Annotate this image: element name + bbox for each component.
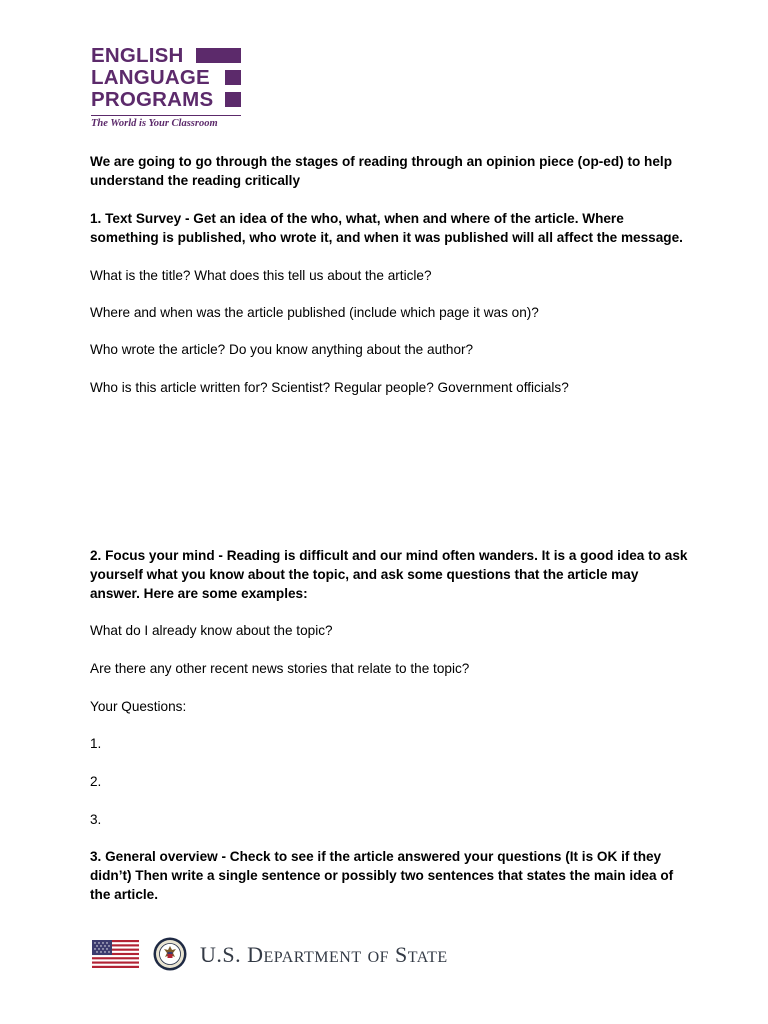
section-2-question-2: Are there any other recent news stories that relate to the topic? [90,661,470,676]
logo-line-2: LANGUAGE [91,66,210,89]
intro-text: We are going to go through the stages of reading through an opinion piece (op-ed) to help understand the reading critically [90,154,672,188]
section-1-heading: 1. Text Survey - Get an idea of the who, what, when and where of the article. Where something is published, who wrote it, and when it was published will all affect the message. [90,211,683,245]
department-of-state-wordmark [200,942,448,971]
logo-bar-2 [225,70,241,85]
section-1-question-4: Who is this article written for? Scientist? Regular people? Government officials? [90,380,569,395]
dept-of: OF [367,949,390,966]
logo-bar-1 [196,48,241,63]
your-question-3: 3. [90,812,102,827]
section-1-question-3: Who wrote the article? Do you know anything about the author? [90,342,474,357]
state-department-seal-icon [153,937,187,971]
your-question-1: 1. [90,736,102,751]
logo-line-3: PROGRAMS [91,88,214,111]
logo-rule [91,115,241,116]
english-language-programs-logo [91,45,251,133]
section-2-question-1: What do I already know about the topic? [90,623,333,638]
logo-line-1: ENGLISH [91,44,184,67]
your-questions-label: Your Questions: [90,699,187,714]
logo-bar-3 [225,92,241,107]
state-department-footer [92,936,492,976]
section-2-heading: 2. Focus your mind - Reading is difficult and our mind often wanders. It is a good idea to ask yourself what you know about the topic, and ask some questions that the article may answer. Here are some examples: [90,548,688,601]
section-1-question-2: Where and when was the article published (include which page it was on)? [90,305,539,320]
logo-tagline: The World is Your Classroom [91,118,218,129]
dept-s: S [395,942,408,967]
section-1-question-1: What is the title? What does this tell us about the article? [90,268,432,283]
dept-sc2: TATE [407,949,448,966]
dept-sc1: EPARTMENT [263,949,362,966]
dept-us: U.S. D [200,942,264,967]
section-3-heading: 3. General overview - Check to see if the article answered your questions (It is OK if they didn’t) Then write a single sentence or possibly two sentences that states the main idea of the article. [90,849,674,902]
worksheet-body [90,152,690,904]
us-flag-icon [92,940,139,968]
your-question-2: 2. [90,774,102,789]
